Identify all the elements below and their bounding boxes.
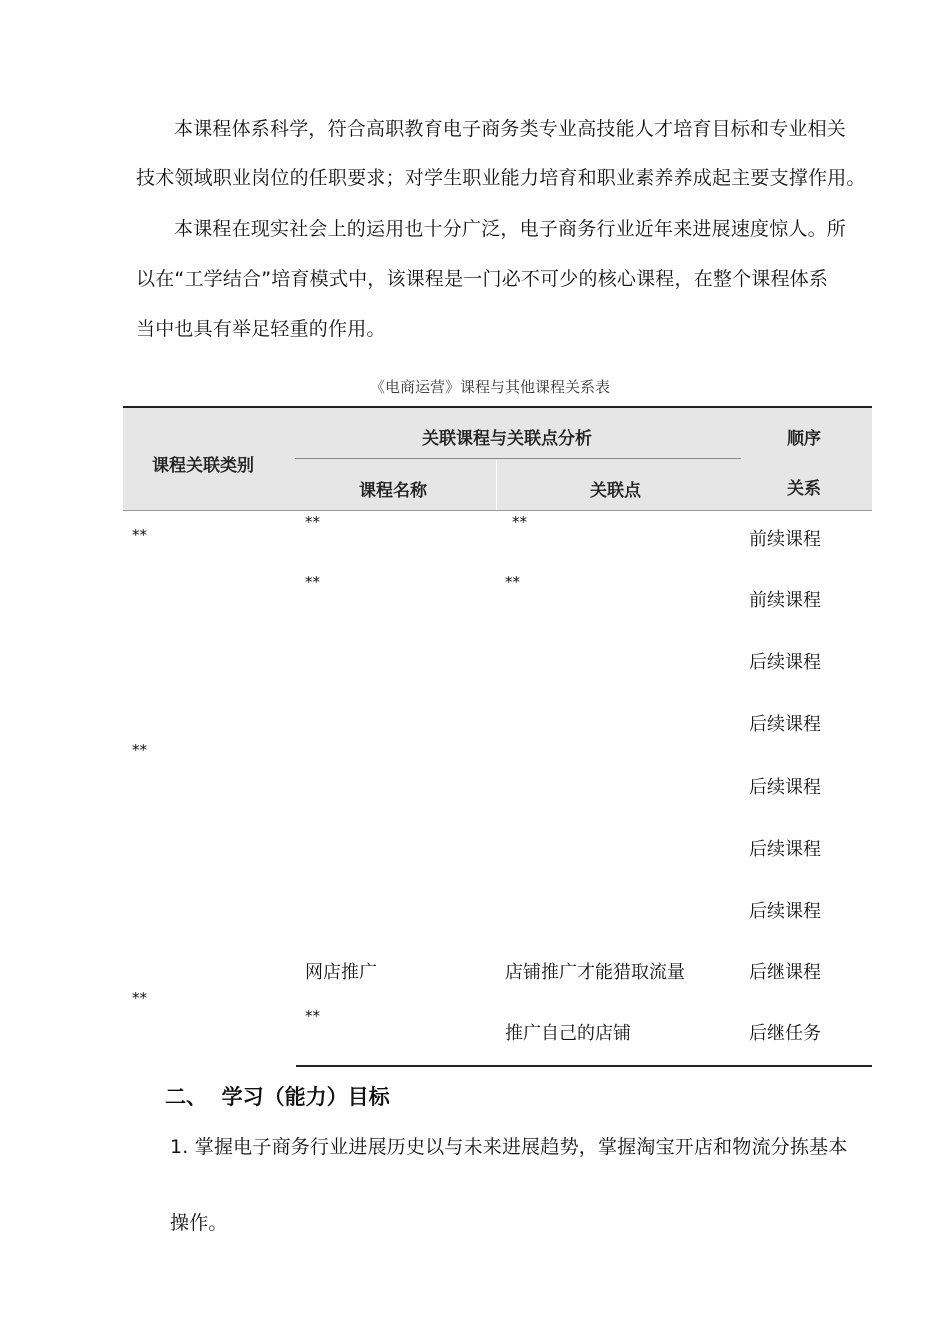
paragraph-2-line-1: 本课程在现实社会上的运用也十分广泛，电子商务行业近年来进展速度惊人。所 [174,218,847,240]
row-category: ** [132,741,147,759]
row-point: 推广自己的店铺 [505,1023,631,1044]
header-category: 课程关联类别 [152,456,254,476]
row-order: 前续课程 [749,590,821,611]
header-order-line-2: 关系 [787,479,821,499]
header-column-divider [496,460,497,511]
header-order-line-1: 顺序 [787,429,821,449]
row-order: 后续课程 [749,777,821,798]
row-order: 后继任务 [749,1023,821,1044]
row-order: 后续课程 [749,652,821,673]
row-order: 后继课程 [749,962,821,983]
header-course-name: 课程名称 [359,481,427,501]
row-point: ** [512,513,527,531]
objective-item-line-2: 操作。 [170,1212,228,1234]
table-bottom-rule [296,1065,872,1067]
paragraph-2-line-3: 当中也具有举足轻重的作用。 [136,318,386,340]
row-course: ** [305,513,320,531]
header-inner-rule [295,458,741,459]
table-caption: 《电商运营》课程与其他课程关系表 [370,378,611,396]
row-order: 前续课程 [749,529,821,550]
paragraph-1-line-1: 本课程体系科学，符合高职教育电子商务类专业高技能人才培育目标和专业相关 [174,118,847,140]
row-course: ** [305,1007,320,1025]
paragraph-2-line-2: 以在“工学结合”培育模式中，该课程是一门必不可少的核心课程，在整个课程体系 [136,268,829,290]
row-course: 网店推广 [305,962,377,983]
row-category: ** [132,989,147,1007]
row-category: ** [132,526,147,544]
header-point: 关联点 [590,481,641,501]
section-heading: 二、 学习（能力）目标 [165,1085,390,1109]
row-order: 后续课程 [749,714,821,735]
header-bottom-rule [123,510,872,511]
header-analysis: 关联课程与关联点分析 [422,429,592,449]
row-order: 后续课程 [749,901,821,922]
table-top-rule [123,406,872,408]
row-point: ** [505,573,520,591]
row-course: ** [305,573,320,591]
objective-item-line-1: 1. 掌握电子商务行业进展历史以与未来进展趋势，掌握淘宝开店和物流分拣基本 [170,1136,848,1158]
row-order: 后续课程 [749,839,821,860]
paragraph-1-line-2: 技术领域职业岗位的任职要求；对学生职业能力培育和职业素养养成起主要支撑作用。 [136,167,866,189]
row-point: 店铺推广才能猎取流量 [505,962,685,983]
